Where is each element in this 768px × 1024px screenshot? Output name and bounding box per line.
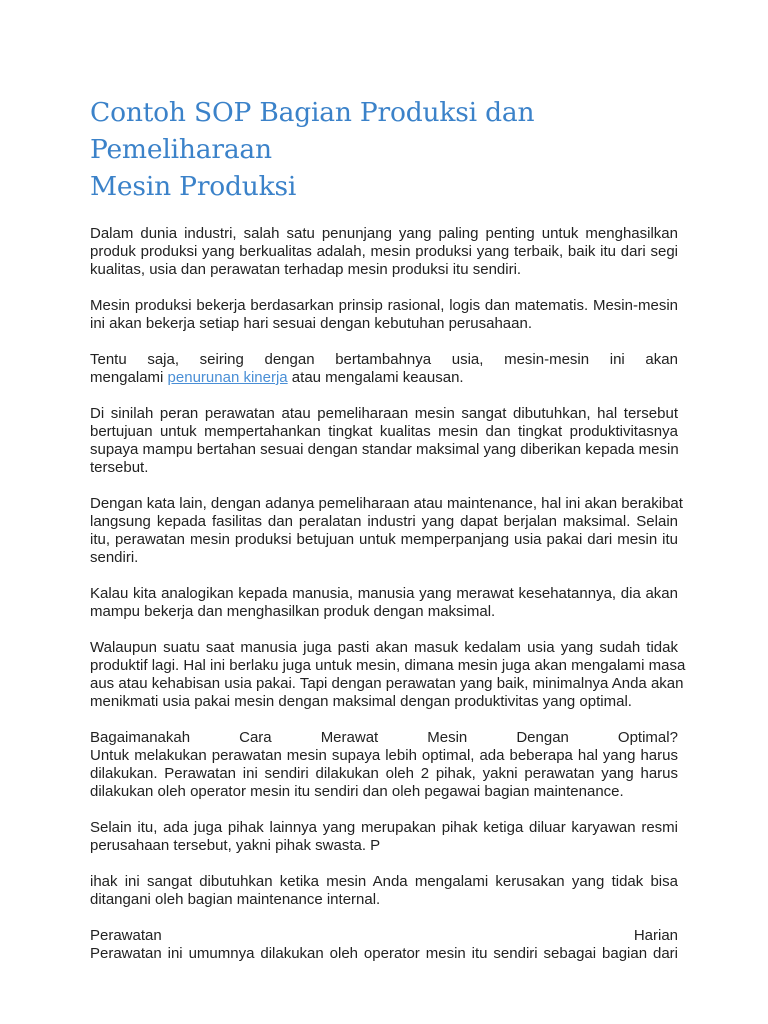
word: Bagaimanakah	[90, 729, 191, 746]
word: Merawat	[320, 729, 379, 746]
text-line: Dalam dunia industri, salah satu penunjang yang paling penting untuk menghasilkan	[90, 225, 678, 242]
title-line-1: Contoh SOP Bagian Produksi dan Pemeliharaan	[90, 97, 535, 165]
word: Perawatan	[90, 927, 162, 944]
text-line: ini akan bekerja setiap hari sesuai dengan kebutuhan perusahaan.	[90, 315, 532, 332]
text-segment: atau mengalami keausan.	[287, 369, 464, 386]
text-line: perusahaan tersebut, yakni pihak swasta. P	[90, 837, 381, 854]
paragraph-7	[90, 639, 686, 711]
text-line: produk produksi yang berkualitas adalah, mesin produksi yang terbaik, baik itu dari segi	[90, 243, 678, 260]
paragraph-2	[90, 297, 678, 333]
paragraph-4	[90, 405, 678, 477]
text-line: Di sinilah peran perawatan atau pemeliharaan mesin sangat dibutuhkan, hal tersebut	[90, 405, 678, 422]
section-heading-line	[90, 927, 678, 945]
text-line	[90, 369, 678, 387]
text-line: tersebut.	[90, 459, 149, 476]
text-line: Walaupun suatu saat manusia juga pasti akan masuk kedalam usia yang sudah tidak	[90, 639, 678, 656]
word: Harian	[633, 927, 678, 944]
text-line: produktif lagi. Hal ini berlaku juga untuk mesin, dimana mesin juga akan mengalami masa	[90, 657, 686, 674]
paragraph-11	[90, 927, 678, 963]
text-line: mampu bekerja dan menghasilkan produk dengan maksimal.	[90, 603, 496, 620]
word: Optimal?	[617, 729, 678, 746]
word: Dengan	[516, 729, 569, 746]
paragraph-6	[90, 585, 678, 621]
word: seiring	[199, 351, 244, 368]
text-segment: mengalami	[90, 369, 168, 386]
text-line: dilakukan oleh operator mesin itu sendiri dan oleh pegawai bagian maintenance.	[90, 783, 624, 800]
paragraph-3	[90, 351, 678, 387]
word: bertambahnya	[335, 351, 432, 368]
text-line: bertujuan untuk mempertahankan tingkat kualitas mesin dan tingkat produktivitasnya	[90, 423, 678, 440]
text-line: langsung kepada fasilitas dan peralatan industri yang dapat berjalan maksimal. Selain	[90, 513, 678, 530]
text-line: Untuk melakukan perawatan mesin supaya lebih optimal, ada beberapa hal yang harus	[90, 747, 678, 764]
word: usia,	[451, 351, 484, 368]
paragraph-8	[90, 729, 678, 801]
word: dengan	[264, 351, 315, 368]
text-line	[90, 351, 678, 369]
paragraph-9	[90, 819, 678, 855]
text-line: supaya mampu bertahan sesuai dengan standar maksimal yang diberikan kepada mesin	[90, 441, 679, 458]
title-line-2: Mesin Produksi	[90, 171, 297, 202]
text-line: sendiri.	[90, 549, 139, 566]
text-line: aus atau kehabisan usia pakai. Tapi dengan perawatan yang baik, minimalnya Anda akan	[90, 675, 684, 692]
penurunan-kinerja-link[interactable]: penurunan kinerja	[167, 369, 288, 386]
word: akan	[645, 351, 678, 368]
paragraph-5	[90, 495, 683, 567]
paragraph-1	[90, 225, 678, 279]
text-line: Perawatan ini umumnya dilakukan oleh operator mesin itu sendiri sebagai bagian dari	[90, 945, 678, 962]
text-line: ihak ini sangat dibutuhkan ketika mesin Anda mengalami kerusakan yang tidak bisa	[90, 873, 678, 890]
text-line: itu, perawatan mesin produksi betujuan untuk memperpanjang usia pakai dari mesin itu	[90, 531, 678, 548]
document-title	[90, 94, 678, 205]
text-line: kualitas, usia dan perawatan terhadap mesin produksi itu sendiri.	[90, 261, 522, 278]
text-line: Kalau kita analogikan kepada manusia, manusia yang merawat kesehatannya, dia akan	[90, 585, 678, 602]
text-line: ditangani oleh bagian maintenance internal.	[90, 891, 381, 908]
document-page	[90, 94, 686, 981]
text-line: dilakukan. Perawatan ini sendiri dilakukan oleh 2 pihak, yakni perawatan yang harus	[90, 765, 678, 782]
paragraph-10	[90, 873, 678, 909]
word: Mesin	[427, 729, 468, 746]
word: Tentu	[90, 351, 127, 368]
word: saja,	[147, 351, 180, 368]
text-line: Mesin produksi bekerja berdasarkan prinsip rasional, logis dan matematis. Mesin-mesin	[90, 297, 678, 314]
text-line: Dengan kata lain, dengan adanya pemeliharaan atau maintenance, hal ini akan berakibat	[90, 495, 683, 512]
word: ini	[609, 351, 625, 368]
text-line	[90, 729, 678, 747]
word: mesin-mesin	[504, 351, 590, 368]
text-line: menikmati usia pakai mesin dengan maksimal dengan produktivitas yang optimal.	[90, 693, 632, 710]
text-line: Selain itu, ada juga pihak lainnya yang merupakan pihak ketiga diluar karyawan resmi	[90, 819, 678, 836]
word: Cara	[239, 729, 272, 746]
